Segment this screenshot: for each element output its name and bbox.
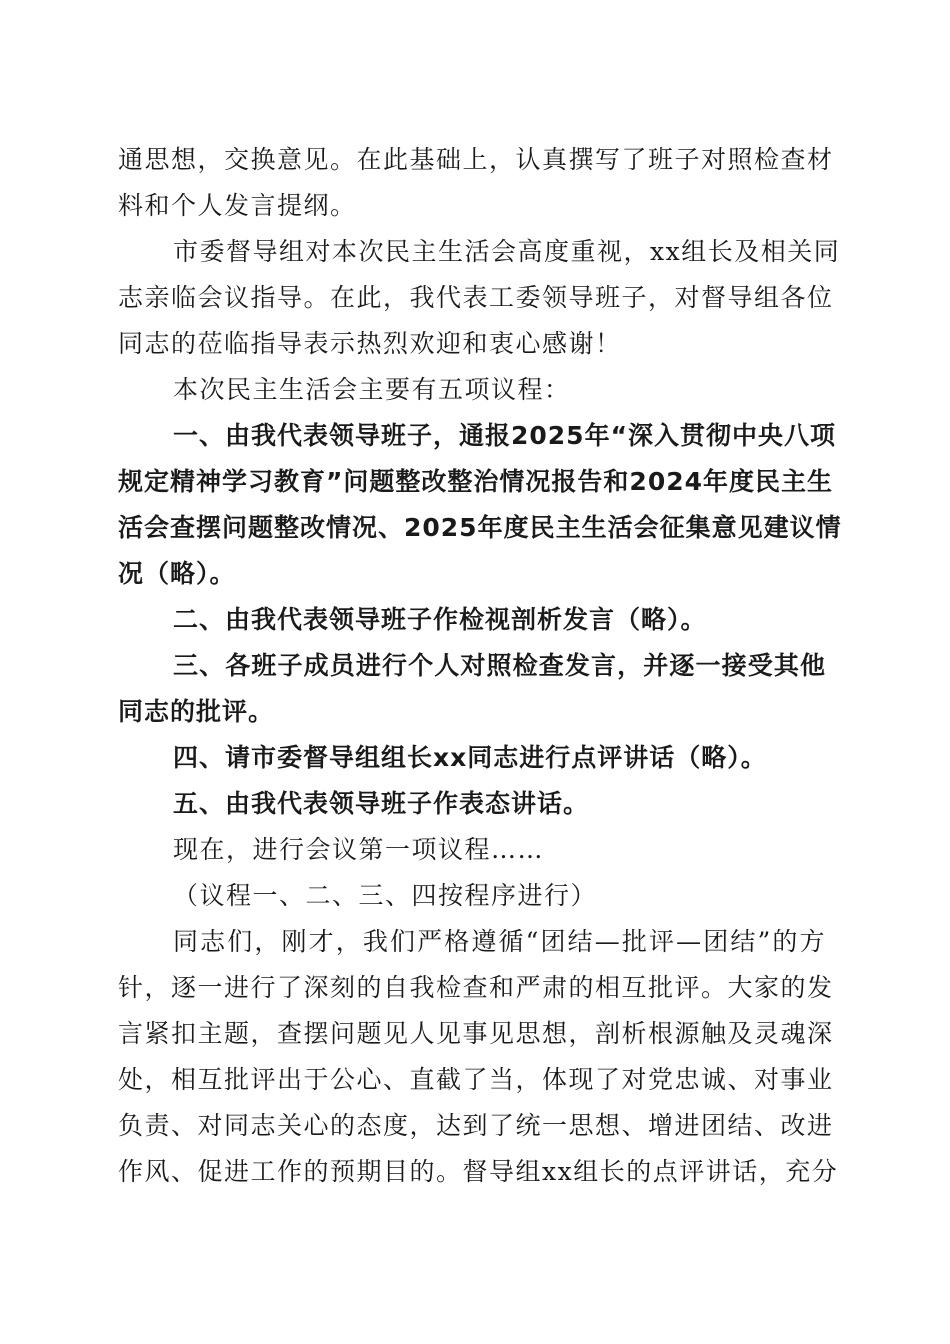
text-line: 规定精神学习教育”问题整改整治情况报告和2024年度民主生 [118, 467, 834, 496]
text-line: 四、请市委督导组组长xx同志进行点评讲话（略）。 [173, 743, 767, 772]
text-line: 处，相互批评出于公心、直截了当，体现了对党忠诚、对事业 [118, 1065, 834, 1094]
text-line: 同志们，刚才，我们严格遵循“团结—批评—团结”的方 [173, 927, 826, 956]
text-line: 本次民主生活会主要有五项议程： [173, 375, 571, 404]
text-line: 同志的批评。 [118, 697, 275, 726]
agenda-item-1 [118, 413, 842, 597]
text-line: 三、各班子成员进行个人对照检查发言，并逐一接受其他 [173, 651, 826, 680]
text-line: 言紧扣主题，查摆问题见人见事见思想，剖析根源触及灵魂深 [118, 1019, 834, 1048]
document-page [118, 137, 842, 1195]
text-line: 通思想，交换意见。在此基础上，认真撰写了班子对照检查材 [118, 145, 834, 174]
text-line: （议程一、二、三、四按程序进行） [173, 881, 598, 910]
text-line: 同志的莅临指导表示热烈欢迎和衷心感谢！ [118, 329, 622, 358]
agenda-item-5 [118, 781, 826, 827]
agenda-item-3 [118, 643, 826, 735]
paragraph-agenda-intro [118, 367, 826, 413]
paragraph-welcome [118, 229, 841, 367]
text-line: 针，逐一进行了深刻的自我检查和严肃的相互批评。大家的发 [118, 973, 834, 1002]
paragraph-agenda-note [118, 873, 826, 919]
paragraph-summary [118, 919, 839, 1195]
text-line: 况（略）。 [118, 559, 236, 588]
text-line: 现在，进行会议第一项议程…… [173, 835, 545, 864]
text-line: 五、由我代表领导班子作表态讲话。 [173, 789, 590, 818]
agenda-item-2 [118, 597, 826, 643]
text-line: 一、由我代表领导班子，通报2025年“深入贯彻中央八项 [173, 421, 837, 450]
text-line: 志亲临会议指导。在此，我代表工委领导班子，对督导组各位 [118, 283, 834, 312]
text-line: 作风、促进工作的预期目的。督导组xx组长的点评讲话，充分 [118, 1157, 839, 1186]
paragraph-start-agenda [118, 827, 826, 873]
agenda-item-4 [118, 735, 826, 781]
text-line: 料和个人发言提纲。 [118, 191, 357, 220]
text-line: 活会查摆问题整改情况、2025年度民主生活会征集意见建议情 [118, 513, 842, 542]
text-line: 负责、对同志关心的态度，达到了统一思想、增进团结、改进 [118, 1111, 834, 1140]
text-line: 市委督导组对本次民主生活会高度重视，xx组长及相关同 [173, 237, 841, 266]
paragraph-intro-continued [118, 137, 834, 229]
text-line: 二、由我代表领导班子作检视剖析发言（略）。 [173, 605, 707, 634]
